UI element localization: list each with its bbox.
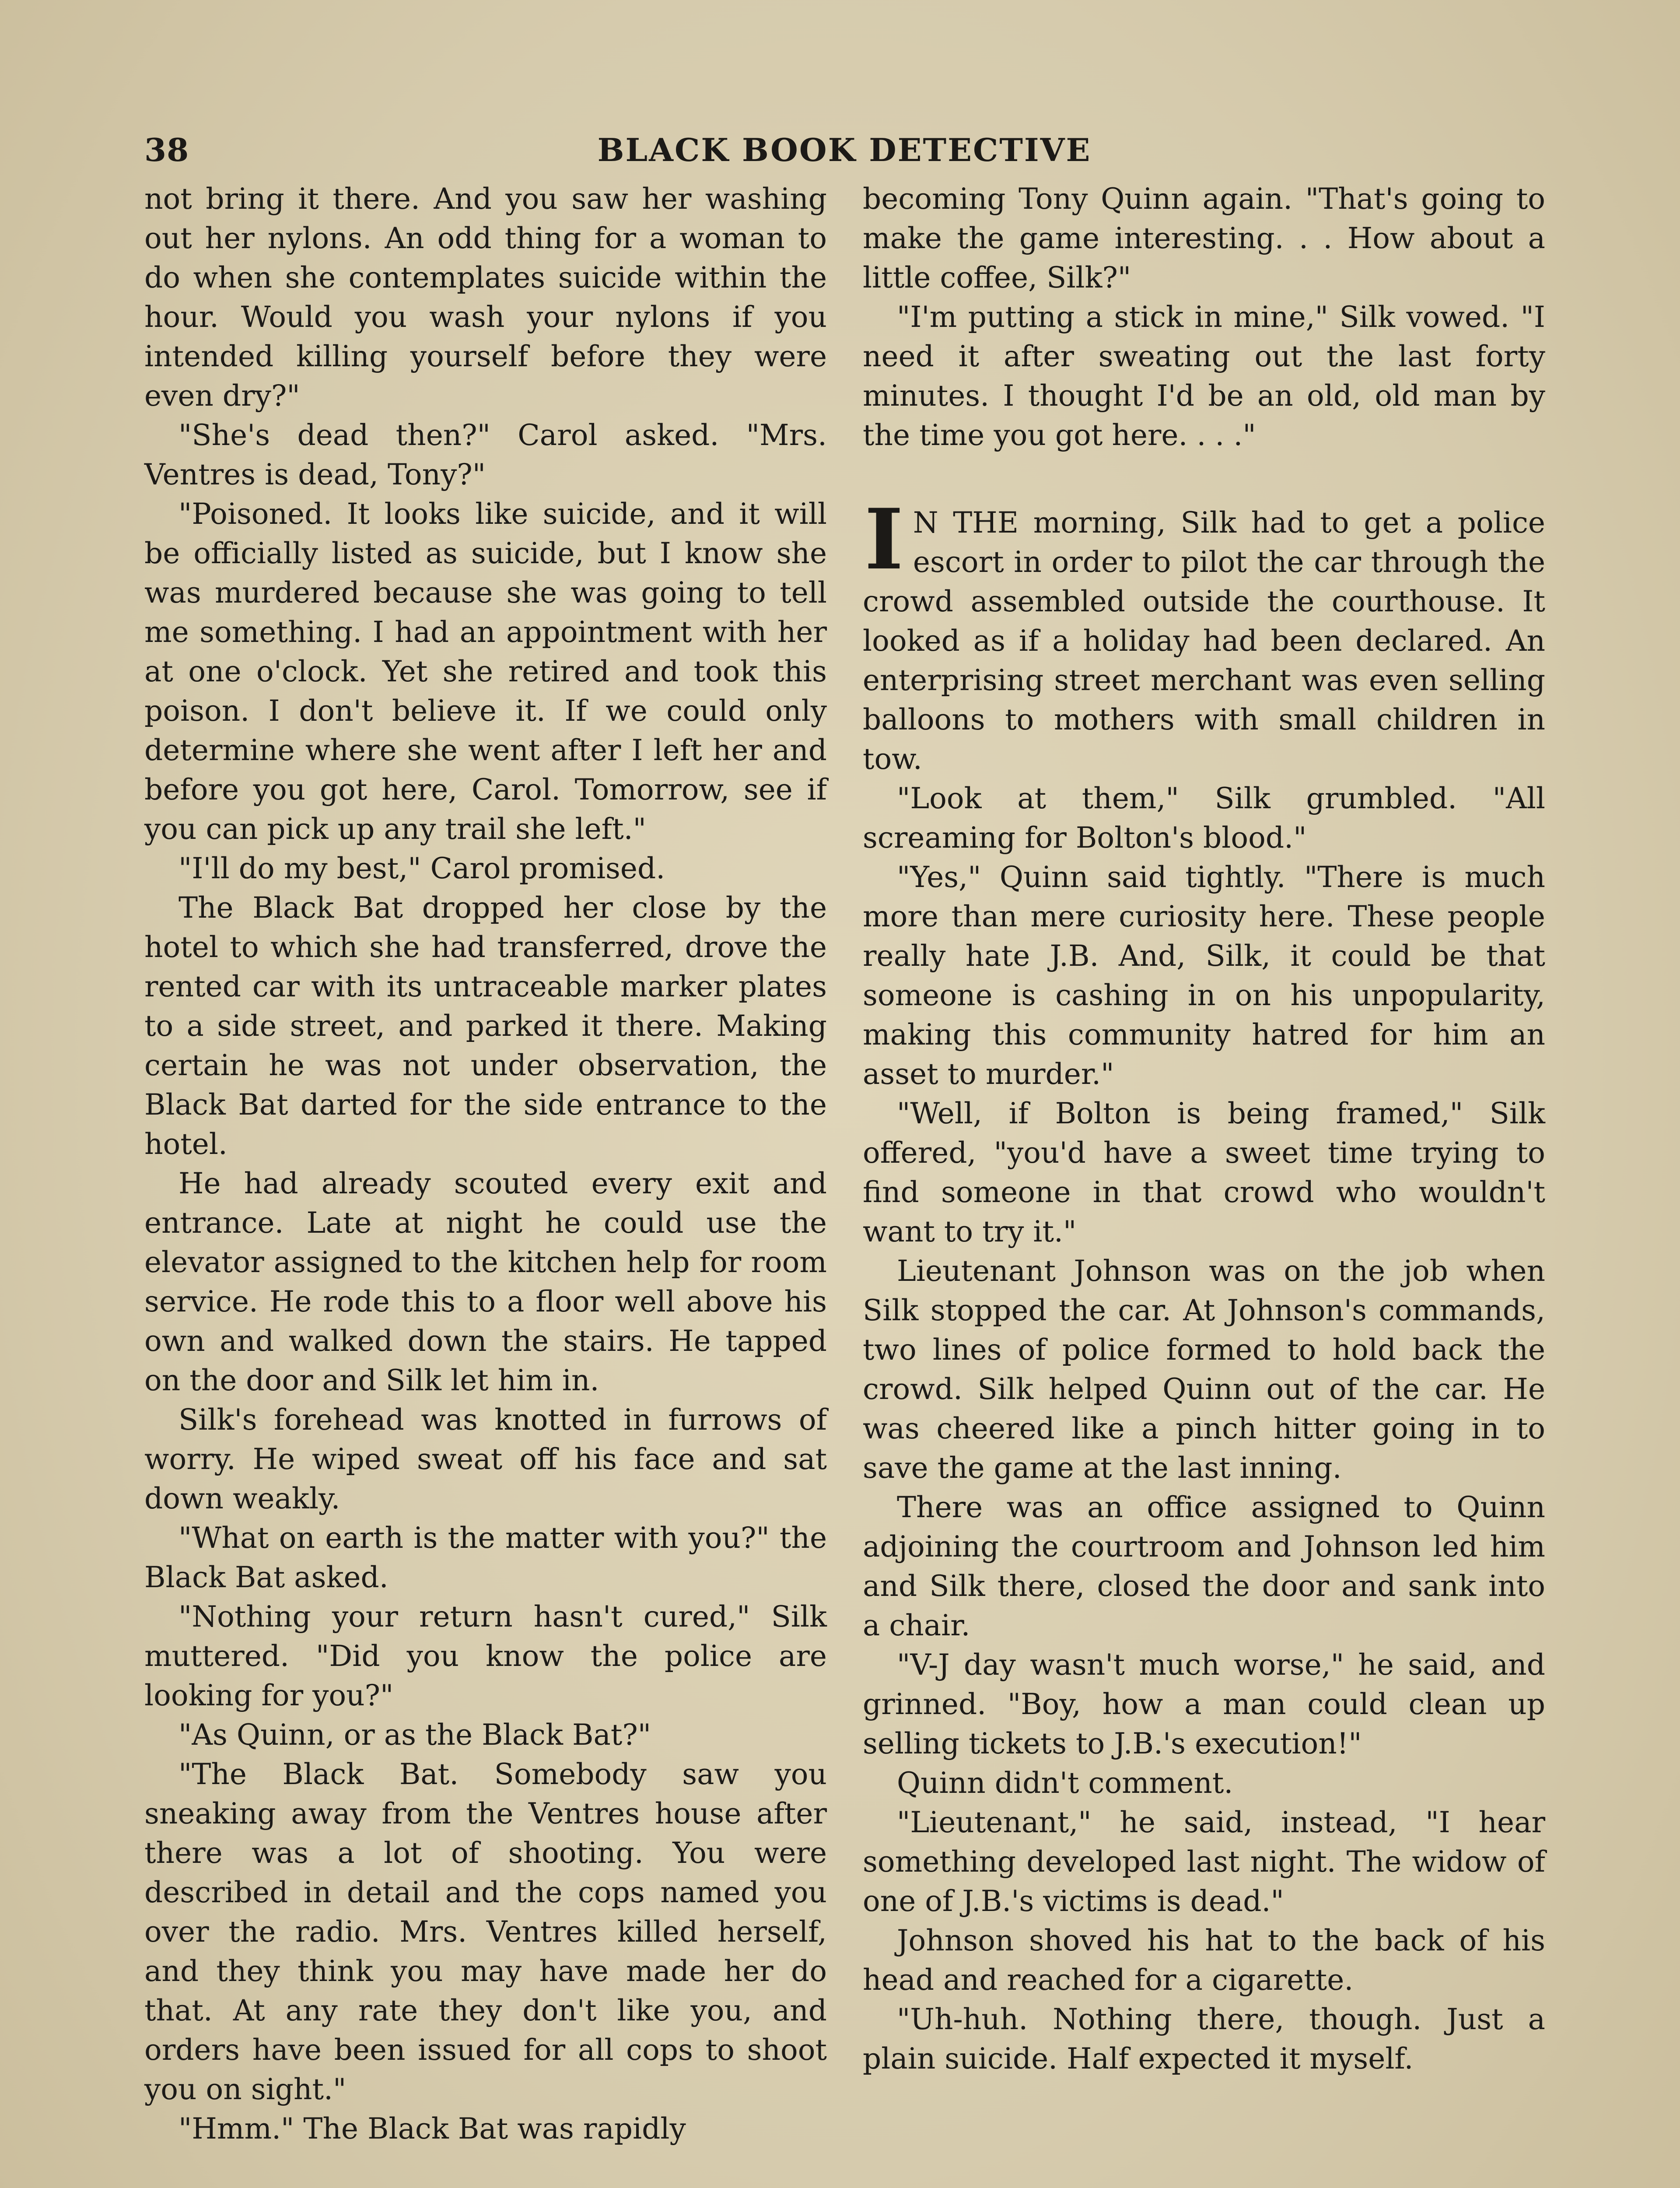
paragraph: "Nothing your return hasn't cured," Silk muttered. "Did you know the police are looking for you?"	[144, 1600, 827, 1712]
paragraph: not bring it there. And you saw her washing out her nylons. An odd thing for a woman to do when she contemplates suicide within the hour. Would you wash your nylons if you intended killing yourself before they were even dry?"	[144, 182, 827, 413]
paragraph: "Yes," Quinn said tightly. "There is much more than mere curiosity here. These people really hate J.B. And, Silk, it could be that someone is cashing in on his unpopularity, making this community hatred for him an asset to murder."	[863, 860, 1545, 1091]
paragraph: "V-J day wasn't much worse," he said, and grinned. "Boy, how a man could clean up selling tickets to J.B.'s execution!"	[863, 1648, 1545, 1760]
paragraph: "Look at them," Silk grumbled. "All screaming for Bolton's blood."	[863, 782, 1545, 855]
paragraph: "Poisoned. It looks like suicide, and it will be officially listed as suicide, but I know she was murdered because she was going to tell me something. I had an appointment with her at one o'clock. Yet she retired and took this poison. I don't believe it. If we could only determine where she went after I left her and before you got here, Carol. Tomorrow, see if you can pick up any trail she left."	[144, 497, 827, 846]
section-opening-text: N THE morning, Silk had to get a police escort in order to pilot the car through the crowd assembled outside the courthouse. It looked as if a holiday had been declared. An enterprising street merchant was even selling balloons to mothers with small children in tow.	[863, 506, 1545, 776]
paragraph: "She's dead then?" Carol asked. "Mrs. Ventres is dead, Tony?"	[144, 418, 827, 491]
paragraph: "The Black Bat. Somebody saw you sneaking away from the Ventres house after there was a lot of shooting. You were described in detail and the cops named you over the radio. Mrs. Ventres killed herself, and they think you may have made her do that. At any rate they don't like you, and orders have been issued for all cops to shoot you on sight."	[144, 1757, 827, 2106]
paragraph: "What on earth is the matter with you?" the Black Bat asked.	[144, 1521, 827, 1594]
paragraph: "Hmm." The Black Bat was rapidly	[178, 2112, 686, 2146]
paragraph: Quinn didn't comment.	[897, 1766, 1233, 1800]
magazine-title: BLACK BOOK DETECTIVE	[597, 131, 1092, 168]
paragraph: "Well, if Bolton is being framed," Silk offered, "you'd have a sweet time trying to find someone in that crowd who wouldn't want to try it."	[863, 1097, 1545, 1248]
paragraph: Silk's forehead was knotted in furrows of worry. He wiped sweat off his face and sat down weakly.	[144, 1403, 827, 1515]
paragraph: There was an office assigned to Quinn adjoining the courtroom and Johnson led him and Silk there, closed the door and sank into a chair.	[863, 1490, 1545, 1642]
page-number: 38	[144, 131, 189, 168]
right-column	[863, 179, 1545, 2079]
paragraph: "Lieutenant," he said, instead, "I hear something developed last night. The widow of one of J.B.'s victims is dead."	[863, 1806, 1545, 1918]
paragraph: The Black Bat dropped her close by the hotel to which she had transferred, drove the rented car with its untraceable marker plates to a side street, and parked it there. Making certain he was not under observation, the Black Bat darted for the side entrance to the hotel.	[144, 891, 827, 1161]
paragraph: Johnson shoved his hat to the back of his head and reached for a cigarette.	[863, 1924, 1545, 1997]
paragraph: He had already scouted every exit and entrance. Late at night he could use the elevator assigned to the kitchen help for room service. He rode this to a floor well above his own and walked down the stairs. He tapped on the door and Silk let him in.	[144, 1167, 827, 1397]
drop-cap: I	[864, 491, 903, 588]
running-header	[144, 131, 1544, 179]
paragraph: Lieutenant Johnson was on the job when Silk stopped the car. At Johnson's commands, two lines of police formed to hold back the crowd. Silk helped Quinn out of the car. He was cheered like a pinch hitter going in to save the game at the last inning.	[863, 1254, 1545, 1485]
paragraph: "I'll do my best," Carol promised.	[178, 852, 665, 885]
section-opening-paragraph	[863, 491, 1545, 779]
paragraph: becoming Tony Quinn again. "That's going to make the game interesting. . . How about a little coffee, Silk?"	[863, 182, 1545, 295]
paragraph: "As Quinn, or as the Black Bat?"	[178, 1718, 651, 1752]
paragraph: "Uh-huh. Nothing there, though. Just a plain suicide. Half expected it myself.	[863, 2002, 1545, 2076]
left-column	[144, 179, 827, 2149]
paragraph: "I'm putting a stick in mine," Silk vowed. "I need it after sweating out the last forty minutes. I thought I'd be an old, old man by the time you got here. . . ."	[863, 300, 1545, 452]
